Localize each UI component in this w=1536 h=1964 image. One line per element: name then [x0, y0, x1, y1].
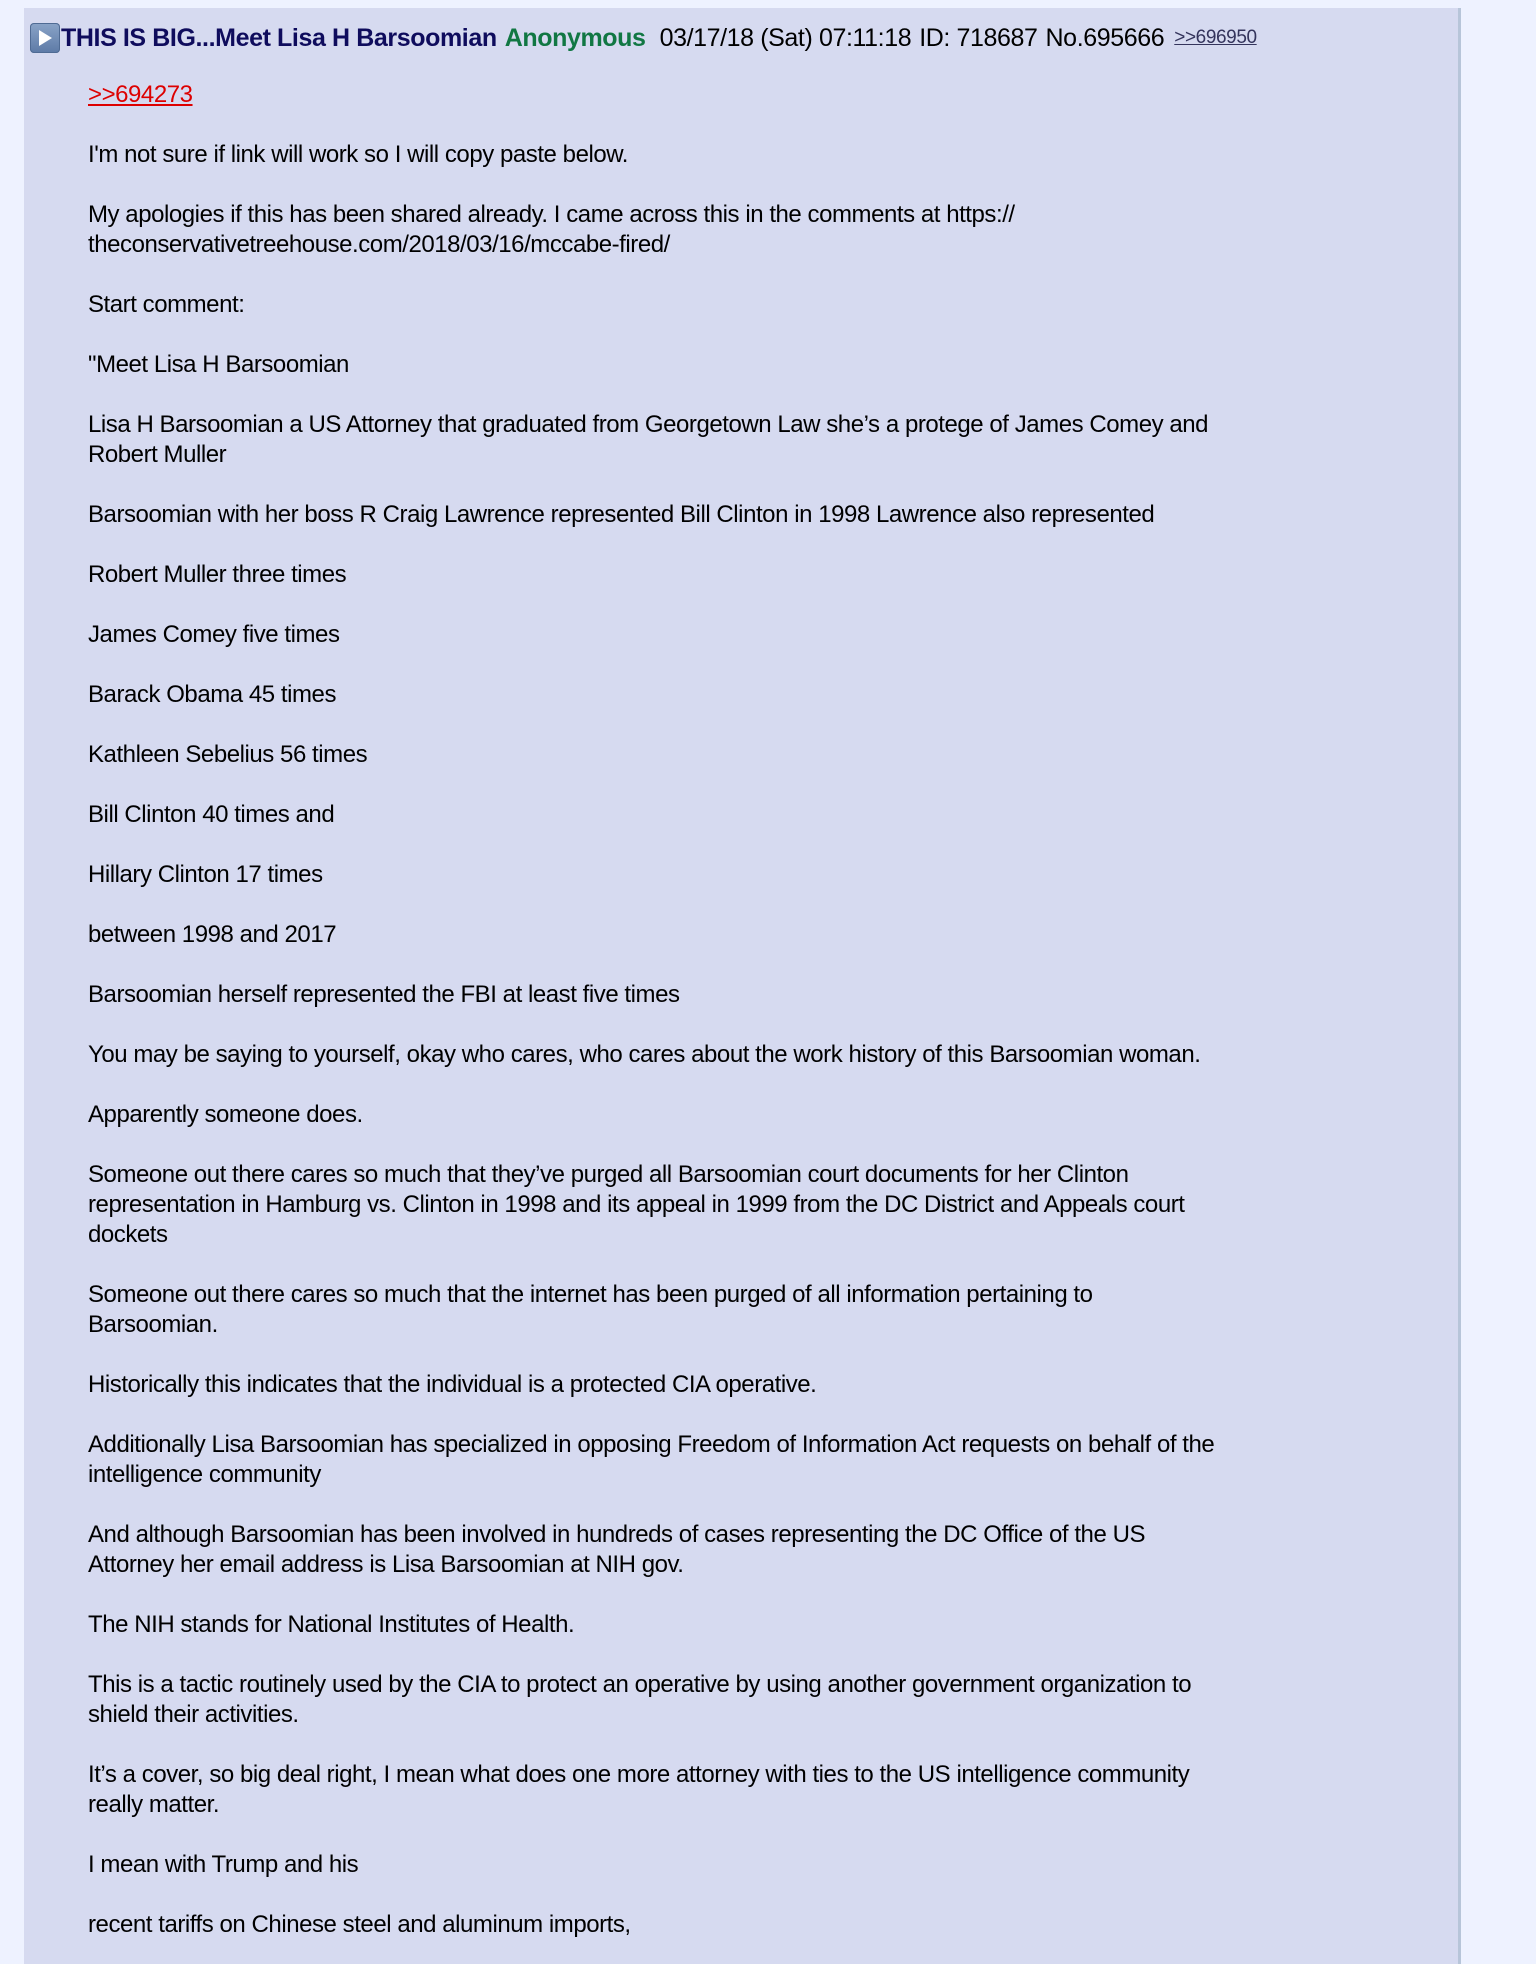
play-triangle-icon-glyph	[36, 28, 54, 48]
message-paragraph: Hillary Clinton 17 times	[88, 861, 323, 888]
message-paragraph: You may be saying to yourself, okay who cares, who cares about the work history of this Barsoomian woman.	[88, 1041, 1201, 1068]
reply-backlink[interactable]: >>696950	[1174, 27, 1257, 48]
message-paragraph: Kathleen Sebelius 56 times	[88, 741, 368, 768]
quote-link[interactable]: >>694273	[88, 81, 193, 108]
post-number[interactable]: No.695666	[1045, 23, 1165, 52]
message-paragraph: This is a tactic routinely used by the CIA to protect an operative by using another government organization to shield their activities.	[88, 1671, 1192, 1728]
message-paragraphs	[88, 140, 1418, 1940]
message-paragraph: It’s a cover, so big deal right, I mean what does one more attorney with ties to the US intelligence community really matter.	[88, 1761, 1190, 1818]
message-paragraph: Apparently someone does.	[88, 1101, 363, 1128]
message-paragraph: Lisa H Barsoomian a US Attorney that graduated from Georgetown Law she’s a protege of James Comey and Robert Muller	[88, 411, 1209, 468]
post-container	[24, 8, 1461, 1964]
message-paragraph: Robert Muller three times	[88, 561, 347, 588]
message-paragraph: Start comment:	[88, 291, 245, 318]
post-message	[88, 80, 1418, 1964]
poster-id[interactable]: ID: 718687	[919, 23, 1038, 52]
message-paragraph: I mean with Trump and his	[88, 1851, 359, 1878]
message-paragraph: My apologies if this has been shared already. I came across this in the comments at https:// theconservativetreehouse.com/2018/03/16/mccabe-fired/	[88, 201, 1015, 258]
message-paragraph: The NIH stands for National Institutes of Health.	[88, 1611, 575, 1638]
message-paragraph: I'm not sure if link will work so I will copy paste below.	[88, 141, 629, 168]
message-paragraph: Someone out there cares so much that the internet has been purged of all information pertaining to Barsoomian.	[88, 1281, 1093, 1338]
message-paragraph: "Meet Lisa H Barsoomian	[88, 351, 349, 378]
message-paragraph: recent tariffs on Chinese steel and aluminum imports,	[88, 1911, 631, 1938]
message-paragraph: And although Barsoomian has been involved in hundreds of cases representing the DC Office of the US Attorney her email address is Lisa Barsoomian at NIH gov.	[88, 1521, 1146, 1578]
play-triangle-icon[interactable]	[30, 23, 60, 53]
message-paragraph: Barsoomian herself represented the FBI at least five times	[88, 981, 680, 1008]
message-paragraph: Bill Clinton 40 times and	[88, 801, 335, 828]
message-paragraph: Someone out there cares so much that they’ve purged all Barsoomian court documents for her Clinton representation in Hamburg vs. Clinton in 1998 and its appeal in 1999 from the DC District and Appeals court dockets	[88, 1161, 1185, 1248]
message-paragraph: Additionally Lisa Barsoomian has specialized in opposing Freedom of Information Act requests on behalf of the intelligence community	[88, 1431, 1215, 1488]
post-subject: THIS IS BIG...Meet Lisa H Barsoomian	[61, 23, 497, 52]
message-paragraph: Barsoomian with her boss R Craig Lawrence represented Bill Clinton in 1998 Lawrence also represented	[88, 501, 1155, 528]
message-paragraph: Historically this indicates that the individual is a protected CIA operative.	[88, 1371, 817, 1398]
post-header	[30, 21, 1257, 55]
poster-name: Anonymous	[504, 23, 646, 52]
message-paragraph: James Comey five times	[88, 621, 340, 648]
message-paragraph: Barack Obama 45 times	[88, 681, 336, 708]
message-paragraph: between 1998 and 2017	[88, 921, 337, 948]
post-datetime: 03/17/18 (Sat) 07:11:18	[659, 23, 912, 52]
